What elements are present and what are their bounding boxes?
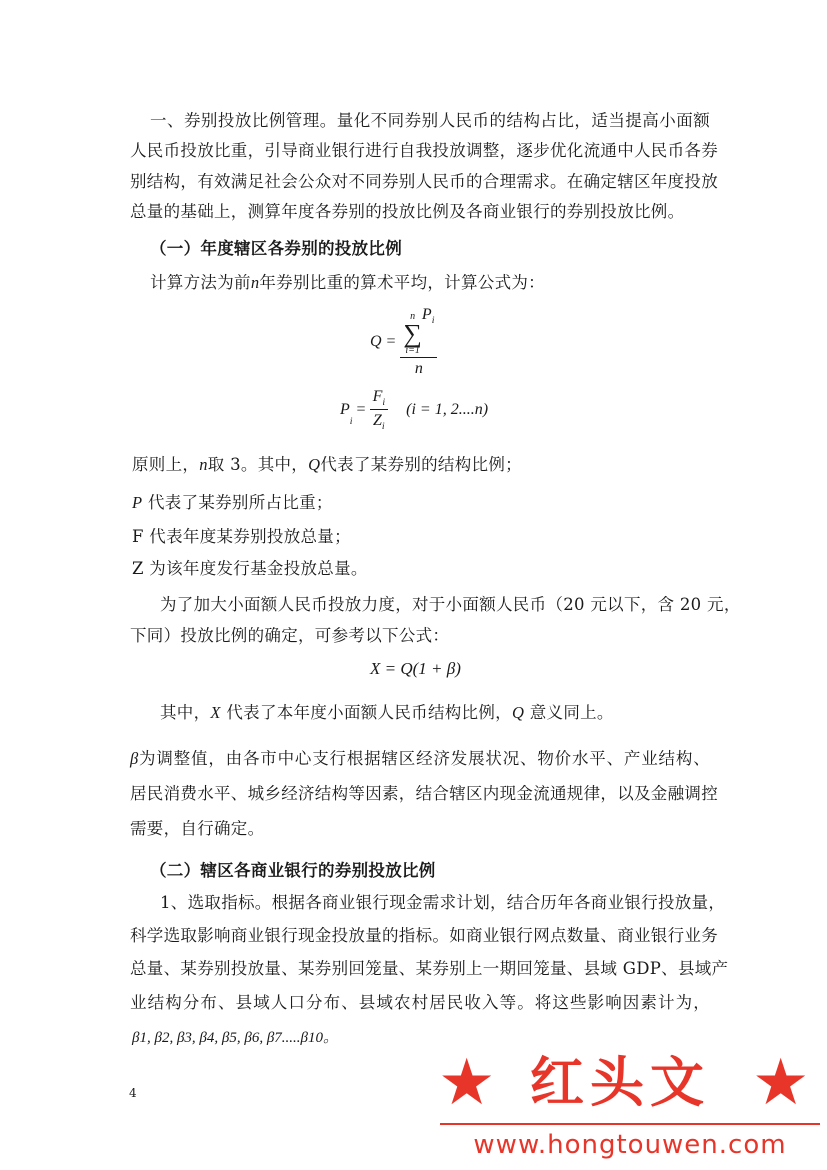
subscript: i	[382, 397, 386, 409]
paragraph-line: 需要，自行确定。	[130, 819, 265, 838]
math-symbol: X	[210, 703, 221, 722]
p-formula	[340, 388, 488, 432]
watermark-url: www.hongtouwen.com	[473, 1130, 787, 1160]
paragraph-line: 居民消费水平、城乡经济结构等因素，结合辖区内现金流通规律，以及金融调控	[130, 784, 718, 803]
math-symbol: Q =	[370, 333, 397, 350]
q-formula	[370, 306, 437, 378]
math-symbol: Q	[511, 703, 525, 722]
fraction-numerator	[370, 388, 389, 410]
paragraph-line	[150, 272, 545, 294]
math-symbol: n	[250, 273, 260, 292]
section-heading: （二）辖区各商业银行的券别投放比例	[150, 861, 436, 880]
sum-lower-limit: i=1	[405, 345, 420, 356]
paragraph-line	[132, 454, 522, 476]
text-span: 代表了某券别的结构比例；	[320, 455, 522, 474]
text-span: 计算方法为前	[150, 273, 251, 292]
math-symbol: P	[421, 306, 432, 323]
math-symbol: Z	[373, 412, 382, 430]
paragraph-line	[132, 492, 333, 514]
math-symbol: P	[132, 493, 143, 512]
text-span: 意义同上。	[529, 703, 614, 722]
paragraph-line: 一、券别投放比例管理。量化不同券别人民币的结构占比，适当提高小面额	[150, 111, 710, 130]
fraction-numerator	[400, 306, 437, 358]
subscript: i	[431, 315, 435, 327]
watermark-divider	[440, 1123, 820, 1125]
paragraph-line: 总量的基础上，测算年度各券别的投放比例及各商业银行的券别投放比例。	[130, 202, 685, 221]
equals-sign: =	[356, 401, 366, 419]
subscript: i	[349, 415, 353, 427]
watermark-text: 红头文	[530, 1050, 710, 1114]
math-symbol: β	[130, 749, 139, 768]
paragraph-line: F 代表年度某券别投放总量；	[132, 527, 351, 546]
fraction-denominator	[370, 410, 388, 432]
watermark-logo	[438, 1048, 818, 1118]
star-icon: ★	[438, 1046, 496, 1120]
sum-upper-limit: n	[410, 311, 416, 322]
paragraph-line: 业结构分布、县域人口分布、县域农村居民收入等。将这些影响因素计为，	[130, 993, 710, 1012]
paragraph-line: 为了加大小面额人民币投放力度，对于小面额人民币（20 元以下，含 20 元，	[160, 595, 741, 614]
math-symbol: P	[340, 401, 350, 419]
text-span: 代表了本年度小面额人民币结构比例，	[226, 703, 512, 722]
paragraph-line: Z 为该年度发行基金投放总量。	[132, 559, 368, 578]
text-span: 年券别比重的算术平均，计算公式为：	[259, 273, 545, 292]
text-span: 其中，	[160, 703, 211, 722]
sigma-glyph: ∑	[403, 319, 422, 348]
paragraph-line: 科学选取影响商业银行现金投放量的指标。如商业银行网点数量、商业银行业务	[130, 926, 718, 945]
fraction-denominator: n	[414, 360, 423, 377]
math-symbol: Q	[308, 455, 321, 474]
math-symbol: n	[199, 455, 208, 474]
subscript: i	[381, 421, 385, 433]
paragraph-line: 别结构，有效满足社会公众对不同券别人民币的合理需求。在确定辖区年度投放	[130, 172, 718, 191]
star-icon: ★	[752, 1046, 810, 1120]
paragraph-line: 1、选取指标。根据各商业银行现金需求计划，结合历年各商业银行投放量，	[160, 893, 726, 912]
beta-list: β1, β2, β3, β4, β5, β6, β7.....β10。	[132, 1030, 339, 1046]
fraction	[370, 388, 389, 432]
x-formula: X = Q(1 + β)	[370, 659, 461, 678]
paragraph-line: 总量、某券别投放量、某券别回笼量、某券别上一期回笼量、县域 GDP、县域产	[130, 959, 729, 978]
sum-symbol	[403, 312, 422, 356]
paragraph-line: 人民币投放比重，引导商业银行进行自我投放调整，逐步优化流通中人民币各券	[130, 141, 718, 160]
math-symbol: F	[372, 388, 383, 405]
text-span: 为调整值，由各市中心支行根据辖区经济发展状况、物价水平、产业结构、	[138, 749, 710, 768]
index-range: (i = 1, 2....n)	[406, 401, 489, 419]
fraction	[400, 306, 437, 378]
text-span: 取 3。其中，	[207, 455, 309, 474]
page-number: 4	[129, 1086, 137, 1100]
text-span: 原则上，	[132, 455, 200, 474]
section-heading: （一）年度辖区各券别的投放比例	[150, 239, 402, 258]
paragraph-line: 下同）投放比例的确定，可参考以下公式：	[130, 626, 450, 645]
paragraph-line	[160, 702, 614, 724]
text-span: 代表了某券别所占比重；	[147, 493, 333, 512]
paragraph-line	[130, 748, 710, 770]
